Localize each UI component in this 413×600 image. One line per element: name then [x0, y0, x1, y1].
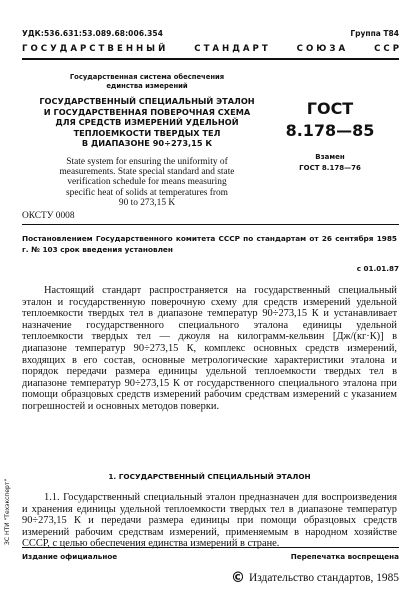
system-line-1: Государственная система обеспечения [69, 73, 225, 81]
title-en-line: State system for ensuring the uniformity of [66, 157, 228, 167]
group-code: Группа Т84 [350, 29, 399, 38]
title-ru-line: ГОСУДАРСТВЕННЫЙ СПЕЦИАЛЬНЫЙ ЭТАЛОН [39, 96, 255, 106]
okstu-rule [22, 224, 399, 225]
copyright-text: Издательство стандартов, 1985 [249, 572, 399, 584]
title-en-line: 90 to 273,15 K [118, 197, 176, 208]
copyright-icon: © [231, 570, 246, 586]
gost-number: 8.178—85 [285, 121, 375, 140]
title-ru-line: ТЕПЛОЕМКОСТИ ТВЕРДЫХ ТЕЛ [73, 127, 221, 138]
title-en-line: verification schedule for means measuring [67, 177, 227, 188]
effective-date: с 01.01.87 [356, 264, 399, 273]
standard-title-word-1: Г О С У Д А Р С Т В Е Н Н Ы Й [22, 44, 166, 54]
okstu-code: ОКСТУ 0008 [22, 211, 75, 221]
standard-title-word-3: С О Ю З А [296, 44, 346, 54]
title-en-line: specific heat of solids at temperatures from [66, 187, 228, 198]
side-stamp-text: ЗС НТИ "Техэксперт" [4, 478, 11, 545]
decree-text: Постановлением Государственного комитета СССР по стандартам от 26 сентября 1985 г. № 103 срок введения установлен [22, 234, 397, 254]
copyright [231, 570, 399, 586]
system-line-2: единства измерений [106, 82, 188, 90]
section-1-title: 1. ГОСУДАРСТВЕННЫЙ СПЕЦИАЛЬНЫЙ ЭТАЛОН [108, 472, 311, 481]
title-ru [22, 96, 272, 149]
footer-rule [22, 547, 399, 548]
section-1-paragraph: 1.1. Государственный специальный эталон предназначен для воспроизведения и хранения единицы удельной теплоемкости твердых тел в диапазоне температур 90÷273,15 К и передачи размера единицы при помощи образцовых средств измерений рабочим средствам измерений, применяемым в народном хозяйстве СССР, с целью обеспечения единства измерений в стране. [22, 492, 397, 550]
replaces-standard: ГОСТ 8.178—76 [299, 164, 361, 172]
title-ru-line: И ГОСУДАРСТВЕННАЯ ПОВЕРОЧНАЯ СХЕМА [43, 106, 251, 117]
udk-code: УДК:536.631:53.089.68:006.354 [22, 29, 164, 38]
reprint-prohibited: Перепечатка воспрещена [290, 552, 399, 561]
title-en [22, 157, 272, 208]
title-ru-line: В ДИАПАЗОНЕ 90÷273,15 К [81, 138, 213, 149]
header-rule [22, 58, 399, 60]
standard-title-word-4: С С Р [374, 44, 399, 54]
standard-title [22, 44, 399, 54]
standard-title-word-2: С Т А Н Д А Р Т [194, 44, 268, 54]
intro-paragraph: Настоящий стандарт распространяется на государственный специальный эталон и государственную поверочную схему для средств измерений удельной теплоемкости твердых тел в диапазоне температур 90÷273,15 К и устанавливает назначение государственного специального эталона единицы удельной теплоемкости твердых тел — джоуля на килограмм-кельвин [Дж/(кг·К)] в диапазоне температур 90÷273,15 К, комплекс основных средств измерений, входящих в его состав, основные метрологические характеристики эталона и порядок передачи размера единицы удельной теплоемкости твердых тел в диапазоне температур 90÷273,15 К от государственного специального эталона при помощи образцовых средств измерений рабочим средствам измерений с указанием погрешностей и основных методов поверки. [22, 285, 397, 412]
gost-label: ГОСТ [306, 99, 354, 118]
title-ru-line: ДЛЯ СРЕДСТВ ИЗМЕРЕНИЙ УДЕЛЬНОЙ [55, 117, 239, 128]
replaces-label: Взамен [315, 153, 345, 161]
official-edition: Издание официальное [22, 552, 118, 561]
title-en-line: measurements. State special standard and state [59, 167, 235, 178]
